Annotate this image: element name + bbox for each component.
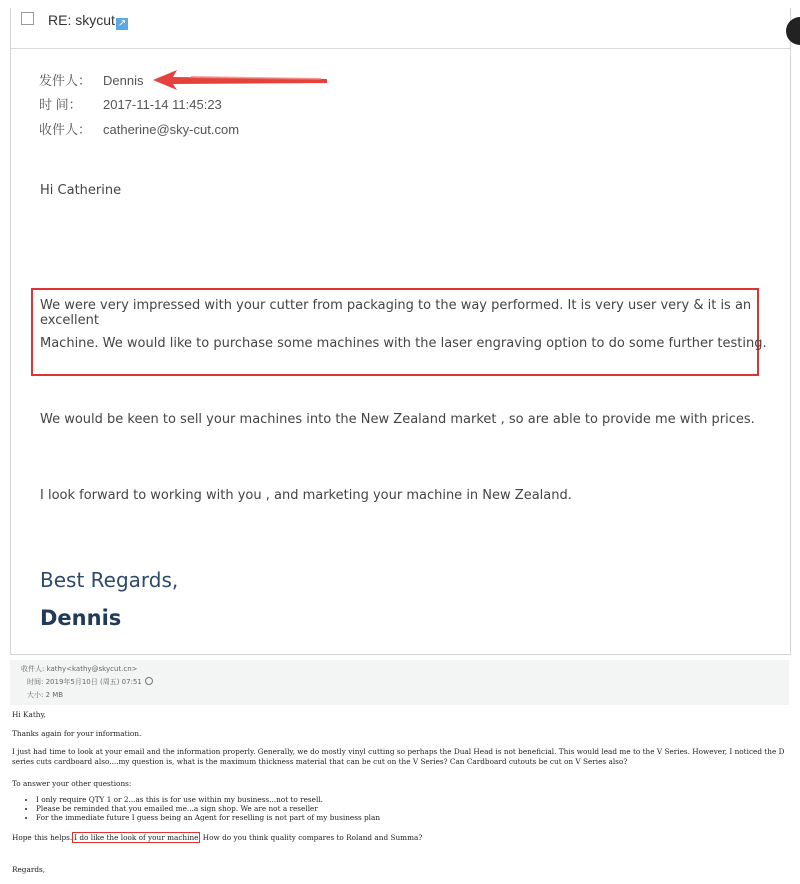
email-2-greeting: Hi Kathy, (12, 710, 46, 719)
highlighted-text: I do like the look of your machine (74, 833, 199, 842)
email-2-paragraph: I just had time to look at your email and the information properly. Generally, we do mostly vinyl cutting so perhaps the Dual Head is not beneficial. This would lead me to the V Series. However, I noticed the D series cuts cardboard also....my question is, what is the maximum thickness material that can be cut on the V Series? Can Cardboard cutouts be cut on V Series also? (12, 747, 785, 766)
email-2-thanks: Thanks again for your information. (12, 729, 142, 738)
meta-label: 收件人： (39, 122, 92, 137)
body-paragraph-3: I look forward to working with you , and marketing your machine in New Zealand. (40, 488, 572, 503)
body-paragraph-1-line-2: Machine. We would like to purchase some machines with the laser engraving option to do some further testing. (40, 336, 767, 351)
recipient-address[interactable]: catherine@sky-cut.com (103, 122, 240, 137)
email-2-bullet-list (12, 795, 380, 822)
avatar[interactable] (786, 17, 800, 45)
email-header (11, 8, 790, 49)
email-subject[interactable] (48, 12, 128, 30)
list-item: • I only require QTY 1 or 2...as this is for use within my business...not to resell. (36, 795, 380, 804)
email-2-size: 大小: 2 MB (27, 691, 64, 699)
email-2-recipient: 收件人: kathy<kathy@skycut.cn> (21, 665, 138, 673)
email-2-closing (12, 833, 422, 842)
meta-time (39, 94, 222, 113)
meta-sender (39, 70, 143, 89)
meta-label: 发件人： (39, 73, 92, 88)
email-2-time-row (27, 677, 153, 687)
select-checkbox[interactable] (21, 12, 34, 25)
list-item: • Please be reminded that you emailed me...a sign shop. We are not a reseller (36, 804, 380, 813)
sign-off: Best Regards, (40, 568, 179, 592)
signature-name: Dennis (40, 606, 122, 630)
meta-label: 时 间： (39, 97, 82, 112)
email-2-meta (10, 660, 789, 705)
closing-question: How do you think quality compares to Roland and Summa? (200, 833, 423, 842)
closing-text: Hope this helps. (12, 833, 73, 842)
subject-text: RE: skycut (48, 12, 115, 28)
list-item: • For the immediate future I guess being an Agent for reselling is not part of my business plan (36, 813, 380, 822)
sent-time: 2017-11-14 11:45:23 (103, 97, 222, 112)
email-2-regards: Regards, (12, 865, 46, 874)
email-message-1 (10, 8, 791, 655)
email-2-answer-intro: To answer your other questions: (12, 779, 132, 788)
body-paragraph-2: We would be keen to sell your machines into the New Zealand market , so are able to provide me with prices. (40, 412, 755, 427)
sender-name[interactable]: Dennis (103, 73, 144, 88)
external-link-icon[interactable]: ↗ (117, 18, 127, 29)
redaction-arrow-icon (151, 68, 329, 92)
body-paragraph-1-line-1: We were very impressed with your cutter from packaging to the way performed. It is very user very & it is an excellent (40, 298, 752, 328)
meta-recipient (39, 119, 239, 138)
greeting: Hi Catherine (40, 183, 122, 198)
email-2-time: 时间: 2019年5月10日 (周五) 07:51 (27, 678, 142, 686)
clock-icon (145, 677, 153, 685)
